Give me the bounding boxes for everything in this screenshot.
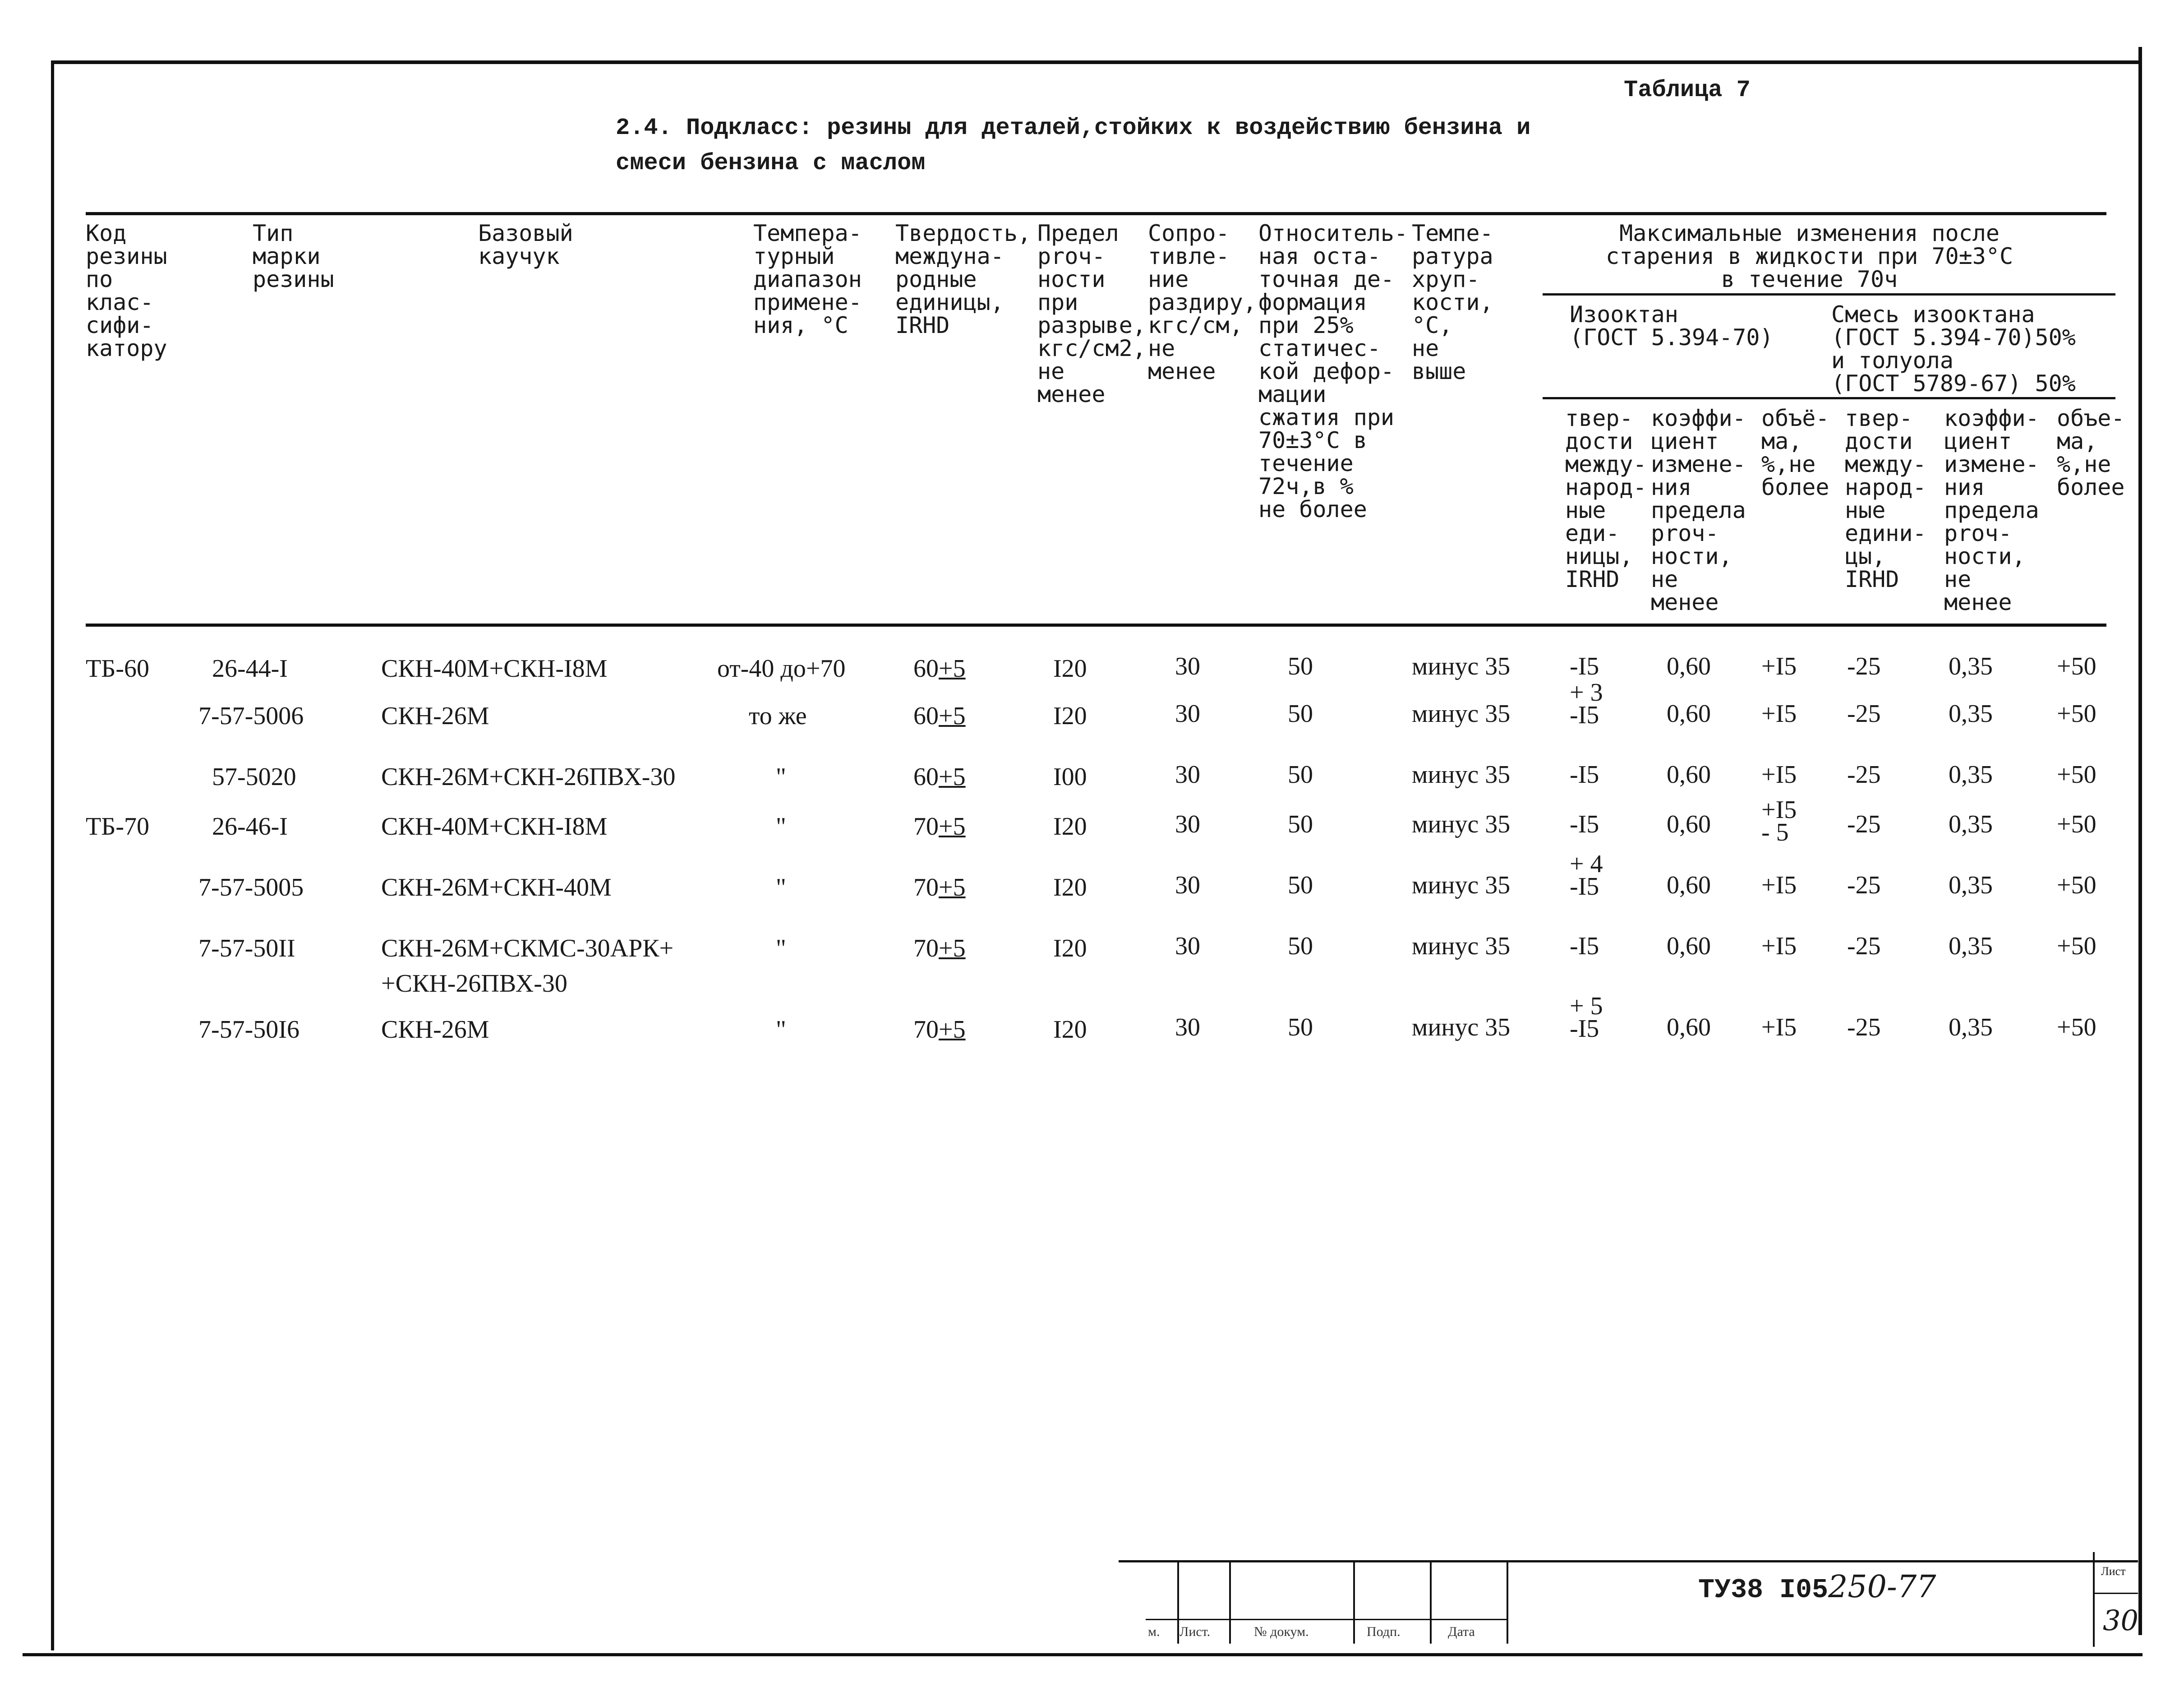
row-brittle-temp: минус 35 — [1412, 652, 1511, 680]
col-header-deformation: Относитель- ная оста- точная де- формация при 25% статичес- кой дефор- мации сжатия при 70±3°С в течение 72ч,в % не более — [1258, 220, 1408, 522]
sheet-label: Лист — [2101, 1565, 2126, 1578]
row-mix-volume: +50 — [2057, 700, 2096, 728]
row-mix-hardness: -25 — [1847, 932, 1881, 960]
col-header-mixture: Смесь изооктана (ГОСТ 5.394-70)50% и толуола (ГОСТ 5789-67) 50% — [1831, 301, 2076, 397]
row-rubber-cont: +СКН-26ПВХ-30 — [381, 970, 567, 998]
section-heading — [616, 111, 1530, 181]
row-strength: I20 — [1053, 934, 1087, 962]
row-iso-coef: 0,60 — [1667, 652, 1711, 680]
aging-subheader-rule — [1543, 397, 2115, 399]
row-rubber: СКН-40М+СКН-I8М — [381, 813, 608, 841]
row-iso-coef: 0,60 — [1667, 871, 1711, 899]
heading-line-2: смеси бензина с маслом — [616, 150, 926, 176]
row-grade: 7-57-5005 — [198, 873, 304, 901]
row-rubber: СКН-26М+СКН-40М — [381, 873, 612, 901]
row-hardness — [913, 1015, 966, 1044]
row-iso-volume-upper: +I5 — [1761, 796, 1797, 824]
row-deformation: 50 — [1288, 700, 1313, 728]
row-strength: I20 — [1053, 813, 1087, 841]
row-hardness-tolerance: +5 — [939, 702, 966, 730]
row-mix-hardness: -25 — [1847, 700, 1881, 728]
row-mix-volume: +50 — [2057, 810, 2096, 838]
row-mix-volume: +50 — [2057, 652, 2096, 680]
row-brittle-temp: минус 35 — [1412, 810, 1511, 838]
row-iso-hardness: -I5 — [1570, 810, 1599, 838]
row-mix-hardness: -25 — [1847, 1013, 1881, 1041]
table-label: Таблица 7 — [1624, 77, 1751, 103]
col-header-iso-volume: объё- ма, %,не более — [1761, 405, 1829, 500]
col-header-grade: Тип марки резины — [253, 220, 334, 292]
row-hardness-value: 60 — [913, 763, 939, 791]
title-block-divider — [1177, 1560, 1179, 1644]
row-grade: 26-46-I — [212, 813, 288, 841]
row-code: ТБ-70 — [86, 813, 150, 841]
col-header-temp-range: Темпера- турный диапазон примене- ния, °С — [753, 220, 862, 338]
row-deformation: 50 — [1288, 761, 1313, 789]
row-rubber: СКН-26М — [381, 702, 489, 730]
row-iso-volume: +I5 — [1761, 652, 1797, 680]
row-hardness-value: 70 — [913, 873, 939, 901]
row-temp-range: от-40 до+70 — [717, 655, 846, 683]
row-code: ТБ-60 — [86, 655, 150, 683]
row-hardness-value: 70 — [913, 1016, 939, 1044]
row-grade: 26-44-I — [212, 655, 288, 683]
header-top-rule — [86, 212, 2106, 215]
row-temp-range: " — [776, 934, 786, 962]
col-header-rubber: Базовый каучук — [478, 220, 573, 269]
row-iso-coef: 0,60 — [1667, 1013, 1711, 1041]
title-block-mid-rule — [1146, 1619, 1507, 1620]
row-mix-hardness: -25 — [1847, 871, 1881, 899]
row-strength: I00 — [1053, 763, 1087, 791]
col-header-strength: Предел proч- ности при разрыве, кгс/см2, не менее — [1037, 220, 1146, 407]
row-tear: 30 — [1175, 810, 1200, 838]
row-brittle-temp: минус 35 — [1412, 871, 1511, 899]
sheet-box-rule — [2093, 1593, 2138, 1594]
row-grade: 7-57-5006 — [198, 702, 304, 730]
row-iso-coef: 0,60 — [1667, 700, 1711, 728]
title-block-label-sign: Подп. — [1367, 1624, 1401, 1639]
row-iso-volume: +I5 — [1761, 1013, 1797, 1041]
row-iso-hardness-upper: + 5 — [1570, 992, 1603, 1020]
frame-bottom-border — [23, 1653, 2143, 1656]
row-brittle-temp: минус 35 — [1412, 761, 1511, 789]
title-block-divider — [1353, 1560, 1355, 1644]
title-block-divider — [1229, 1560, 1231, 1644]
row-iso-hardness: -I5 — [1570, 932, 1599, 960]
frame-right-border — [2138, 47, 2142, 1635]
title-block-divider — [1430, 1560, 1432, 1644]
document-code — [1698, 1569, 1936, 1606]
row-tear: 30 — [1175, 932, 1200, 960]
row-temp-range: " — [776, 763, 786, 791]
row-iso-coef: 0,60 — [1667, 810, 1711, 838]
col-header-mix-coef: коэффи- циент измене- ния предела proч- ности, не менее — [1944, 405, 2039, 615]
row-strength: I20 — [1053, 702, 1087, 730]
row-tear: 30 — [1175, 700, 1200, 728]
row-mix-hardness: -25 — [1847, 652, 1881, 680]
row-tear: 30 — [1175, 761, 1200, 789]
row-mix-coef: 0,35 — [1949, 932, 1993, 960]
col-header-iso-hardness: твер- дости между- народ- ные еди- ницы, IRHD — [1565, 405, 1647, 592]
row-temp-range: " — [776, 873, 786, 901]
header-bottom-rule — [86, 624, 2106, 627]
row-hardness-tolerance: +5 — [939, 813, 966, 841]
row-iso-hardness-lower: -I5 — [1570, 701, 1599, 729]
row-mix-hardness: -25 — [1847, 761, 1881, 789]
row-hardness-value: 60 — [913, 655, 939, 683]
aging-title-rule — [1543, 293, 2115, 296]
document-code-handwritten: 250-77 — [1828, 1569, 1936, 1605]
row-hardness-tolerance: +5 — [939, 655, 966, 683]
row-deformation: 50 — [1288, 932, 1313, 960]
heading-line-1: 2.4. Подкласс: резины для деталей,стойких к воздействию бензина и — [616, 115, 1531, 141]
row-iso-hardness: -I5 — [1570, 652, 1599, 680]
row-mix-volume: +50 — [2057, 932, 2096, 960]
sheet-number: 30 — [2103, 1604, 2138, 1637]
title-block-label-date: Дата — [1448, 1624, 1475, 1639]
row-strength: I20 — [1053, 873, 1087, 901]
row-rubber: СКН-26М+СКН-26ПВХ-30 — [381, 763, 676, 791]
col-header-aging: Максимальные изменения после старения в жидкости при 70±3°С в течение 70ч — [1606, 220, 2014, 292]
row-rubber: СКН-40М+СКН-I8М — [381, 655, 608, 683]
row-mix-volume: +50 — [2057, 761, 2096, 789]
row-iso-hardness-lower: -I5 — [1570, 1015, 1599, 1043]
row-hardness — [913, 873, 966, 902]
row-rubber: СКН-26М — [381, 1016, 489, 1044]
row-hardness — [913, 702, 966, 730]
row-hardness — [913, 934, 966, 963]
title-block-label-izm: м. — [1148, 1624, 1160, 1639]
col-header-code: Код резины по клас- сифи- катору — [86, 220, 167, 361]
col-header-iso-coef: коэффи- циент измене- ния предела proч- ности, не менее — [1651, 405, 1746, 615]
row-iso-volume: +I5 — [1761, 871, 1797, 899]
row-mix-coef: 0,35 — [1949, 871, 1993, 899]
row-iso-coef: 0,60 — [1667, 761, 1711, 789]
row-iso-volume-lower: - 5 — [1761, 818, 1789, 846]
col-header-mix-volume: объе- ма, %,не более — [2057, 405, 2125, 500]
col-header-mix-hardness: твер- дости между- народ- ные едини- цы, IRHD — [1845, 405, 1926, 592]
row-mix-coef: 0,35 — [1949, 652, 1993, 680]
title-block-label-list: Лист. — [1180, 1624, 1211, 1639]
row-iso-hardness: -I5 — [1570, 761, 1599, 789]
row-iso-volume: +I5 — [1761, 761, 1797, 789]
document-code-prefix: ТУ38 I05 — [1698, 1575, 1829, 1606]
row-hardness-tolerance: +5 — [939, 1016, 966, 1044]
title-block-divider — [1507, 1560, 1508, 1644]
row-deformation: 50 — [1288, 1013, 1313, 1041]
row-iso-hardness-upper: + 3 — [1570, 679, 1603, 707]
row-rubber: СКН-26М+СКМС-30АРК+ — [381, 934, 674, 962]
row-hardness — [913, 654, 966, 683]
row-mix-coef: 0,35 — [1949, 810, 1993, 838]
row-mix-volume: +50 — [2057, 871, 2096, 899]
row-tear: 30 — [1175, 1013, 1200, 1041]
row-mix-coef: 0,35 — [1949, 761, 1993, 789]
row-hardness — [913, 812, 966, 841]
row-grade: 57-5020 — [212, 763, 296, 791]
row-mix-hardness: -25 — [1847, 810, 1881, 838]
col-header-hardness: Твердость, междуна- родные единицы, IRHD — [895, 220, 1032, 338]
row-brittle-temp: минус 35 — [1412, 1013, 1511, 1041]
col-header-tear: Сопро- тивле- ние раздиру, кгс/см, не менее — [1148, 220, 1257, 384]
row-grade: 7-57-50II — [198, 934, 295, 962]
row-deformation: 50 — [1288, 652, 1313, 680]
row-deformation: 50 — [1288, 810, 1313, 838]
row-iso-coef: 0,60 — [1667, 932, 1711, 960]
col-header-isooctane: Изооктан (ГОСТ 5.394-70) — [1570, 301, 1774, 351]
row-grade: 7-57-50I6 — [198, 1016, 299, 1044]
col-header-brittle: Темпе- ратура хруп- кости, °С, не выше — [1412, 220, 1493, 384]
row-hardness-tolerance: +5 — [939, 873, 966, 901]
row-deformation: 50 — [1288, 871, 1313, 899]
row-iso-hardness-upper: + 4 — [1570, 850, 1603, 878]
row-temp-range: то же — [749, 702, 807, 730]
row-iso-volume: +I5 — [1761, 700, 1797, 728]
row-tear: 30 — [1175, 871, 1200, 899]
row-iso-hardness-lower: -I5 — [1570, 873, 1599, 901]
row-mix-coef: 0,35 — [1949, 700, 1993, 728]
row-temp-range: " — [776, 1016, 786, 1044]
frame-top-border — [51, 60, 2138, 64]
row-brittle-temp: минус 35 — [1412, 932, 1511, 960]
title-block-label-doc: № докум. — [1254, 1624, 1309, 1639]
row-hardness-tolerance: +5 — [939, 934, 966, 962]
row-iso-volume: +I5 — [1761, 932, 1797, 960]
row-temp-range: " — [776, 813, 786, 841]
row-hardness-value: 70 — [913, 813, 939, 841]
row-tear: 30 — [1175, 652, 1200, 680]
row-brittle-temp: минус 35 — [1412, 700, 1511, 728]
frame-left-border — [51, 62, 54, 1650]
title-block-divider — [2093, 1552, 2095, 1647]
row-hardness-tolerance: +5 — [939, 763, 966, 791]
row-mix-coef: 0,35 — [1949, 1013, 1993, 1041]
row-mix-volume: +50 — [2057, 1013, 2096, 1041]
row-hardness-value: 60 — [913, 702, 939, 730]
row-hardness-value: 70 — [913, 934, 939, 962]
row-hardness — [913, 762, 966, 791]
row-strength: I20 — [1053, 655, 1087, 683]
title-block-top-rule — [1119, 1560, 2138, 1562]
row-strength: I20 — [1053, 1016, 1087, 1044]
